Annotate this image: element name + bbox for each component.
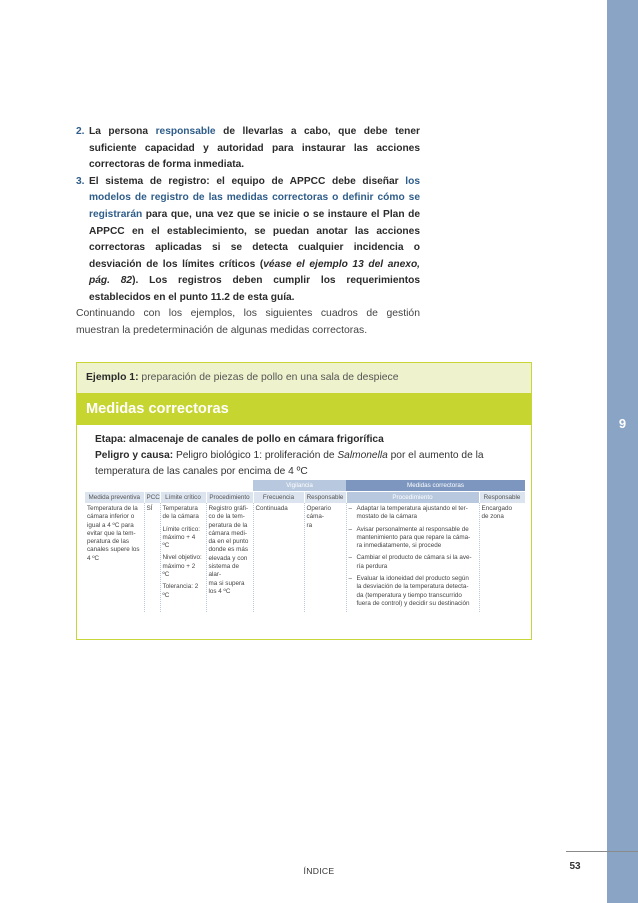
- cell-line: 4 ºC: [87, 554, 100, 562]
- cell-line: ría perdura: [356, 562, 388, 570]
- cell-line: elevada y con: [208, 554, 248, 562]
- cell-limite-critico: [160, 503, 206, 612]
- group-header-vigilancia: Vigilancia: [253, 480, 346, 491]
- annex-reference: véase el ejemplo 13 del anexo, pág. 82: [89, 258, 420, 287]
- example-title: preparación de piezas de pollo en una sala de despiece: [138, 372, 399, 383]
- example-header: [77, 363, 531, 393]
- list-item: [349, 526, 477, 551]
- cell-line: da en el punto: [208, 538, 249, 546]
- group-header-medidas: Medidas correctoras: [346, 480, 525, 491]
- highlight-text: responsable: [155, 126, 216, 137]
- section-band: Medidas correctoras: [77, 393, 531, 425]
- hazard-species: Salmonella: [337, 450, 388, 462]
- footer-divider: [566, 851, 638, 852]
- cell-line: Límite crítico:: [162, 525, 200, 533]
- numbered-list: [76, 124, 420, 307]
- list-text: ). Los registros deben cumplir los requerimientos establecidos en el punto 11.2 de esta guía.: [89, 275, 420, 303]
- cell-line: Nivel objetivo:: [162, 554, 202, 562]
- cell-responsable: [304, 503, 346, 612]
- cell-mc-responsable: [479, 503, 525, 612]
- cell-line: Encargado: [481, 505, 512, 512]
- cell-line: la desviación de la temperatura detecta-: [356, 583, 469, 591]
- list-number: 3.: [76, 175, 85, 187]
- cell-line: mantenimiento para que repare la cáma-: [356, 533, 471, 541]
- cell-medida-preventiva: [85, 503, 144, 612]
- intro-paragraph: Continuando con los ejemplos, los siguientes cuadros de gestión muestran la predeterminación de algunas medidas correctoras.: [76, 308, 420, 336]
- cell-line: cámara inferior o: [87, 513, 135, 521]
- cell-line: los 4 ºC: [208, 587, 231, 595]
- example-box: [76, 362, 532, 640]
- list-item: [76, 124, 420, 174]
- cell-line: de la cámara: [162, 513, 199, 521]
- table-row: [85, 503, 525, 612]
- cell-line: – Avisar personalmente al responsable de: [356, 525, 469, 533]
- list-number: 2.: [76, 126, 85, 137]
- cell-line: – Evaluar la idoneidad del producto según: [356, 575, 469, 583]
- column-header: Límite crítico: [160, 491, 206, 503]
- cell-line: ra inmediatamente, si procede: [356, 542, 442, 550]
- cell-line: sistema de alar-: [208, 563, 239, 579]
- list-text: El sistema de registro: el equipo de APPCC debe diseñar: [89, 175, 406, 187]
- group-header-row: [85, 480, 525, 491]
- list-item: [76, 174, 420, 307]
- index-link[interactable]: ÍNDICE: [303, 866, 335, 876]
- cell-line: de zona: [481, 513, 504, 521]
- cell-line: canales supere los: [87, 546, 140, 554]
- cell-line: Temperatura de la: [87, 505, 138, 512]
- cell-line: máximo + 4 ºC: [162, 533, 196, 550]
- cell-procedimiento: [206, 503, 253, 612]
- list-text: de llevarlas a cabo, que debe tener suficiente capacidad y autoridad para instaurar las acciones correctoras de forma inmediata.: [89, 126, 420, 171]
- column-header: Medida preventiva: [85, 491, 144, 503]
- hazard-label: Peligro y causa:: [95, 450, 174, 462]
- column-header: PCC: [144, 491, 160, 503]
- column-header: Procedimiento: [346, 491, 479, 503]
- cell-line: mostato de la cámara: [356, 513, 418, 521]
- column-header: Responsable: [479, 491, 525, 503]
- cell-line: da (temperatura y tiempo transcurrido: [356, 591, 462, 599]
- cell-line: ra: [306, 521, 313, 529]
- chapter-number: 9: [618, 416, 627, 431]
- cell-line: peratura de la: [208, 521, 248, 529]
- stage-description: [95, 432, 519, 481]
- cell-mc-procedimiento: [346, 503, 479, 612]
- cell-pcc: SÍ: [144, 503, 160, 612]
- cell-line: igual a 4 ºC para: [87, 521, 134, 529]
- cell-line: peratura de las: [87, 538, 130, 546]
- list-item: [349, 505, 477, 522]
- cell-line: donde es más: [208, 546, 249, 554]
- example-label: Ejemplo 1:: [86, 372, 139, 383]
- page-number: 53: [569, 861, 581, 872]
- hazard-text: por el aumento de la temperatura de las canales por encima de 4 ºC: [95, 450, 484, 478]
- cell-line: – Cambiar el producto de cámara si la ave-: [356, 554, 472, 562]
- column-header: Procedimiento: [206, 491, 253, 503]
- corrective-actions-list: [349, 505, 477, 608]
- group-header-blank: [85, 480, 253, 491]
- cell-line: Tolerancia: 2 ºC: [162, 583, 199, 599]
- cell-line: Operario cáma-: [306, 505, 331, 521]
- cell-frecuencia: Continuada: [253, 503, 304, 612]
- cell-line: máximo + 2 ºC: [162, 562, 196, 579]
- cell-line: ma si supera: [208, 579, 245, 587]
- stage-text: almacenaje de canales de pollo en cámara frigorífica: [126, 434, 384, 445]
- management-table: [85, 480, 526, 612]
- cell-line: Registro gráfi-: [208, 505, 249, 512]
- stage-label: Etapa:: [95, 434, 127, 445]
- highlight-text: los modelos de registro de las medidas correctoras o definir cómo se registrarán: [89, 175, 420, 220]
- column-header: Frecuencia: [253, 491, 304, 503]
- cell-line: co de la tem-: [208, 513, 245, 521]
- column-header-row: [85, 491, 525, 503]
- chapter-tab: [607, 0, 638, 903]
- cell-line: fuera de control) y decidir su destinación: [356, 599, 470, 607]
- cell-line: cámara medi-: [208, 529, 247, 537]
- cell-line: Temperatura: [162, 505, 198, 512]
- list-text: La persona: [89, 126, 156, 137]
- cell-line: evitar que la tem-: [87, 529, 136, 537]
- list-item: [349, 554, 477, 571]
- column-header: Responsable: [304, 491, 346, 503]
- hazard-text: Peligro biológico 1: proliferación de: [173, 450, 338, 462]
- list-text: para que, una vez que se inicie o se instaure el Plan de APPCC en el establecimiento, se puedan anotar las acciones correctoras aplicadas si se detecta cualquier incidencia o desviación de los límites críticos (: [89, 208, 420, 270]
- list-item: [349, 575, 477, 608]
- cell-line: – Adaptar la temperatura ajustando el ter-: [356, 505, 468, 512]
